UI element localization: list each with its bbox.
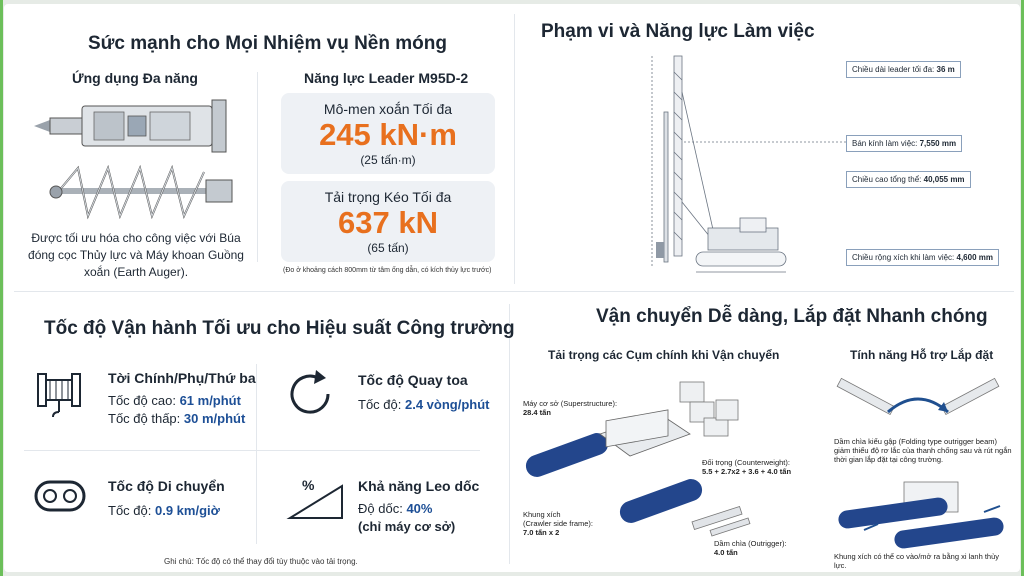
callout-crawler-width: Chiều rộng xích khi làm việc: 4,600 mm [846, 249, 999, 266]
pull-sub: (65 tấn) [367, 241, 409, 255]
winch-metric: Tời Chính/Phụ/Thứ ba Tốc độ cao: 61 m/phút Tốc độ thấp: 30 m/phút [108, 370, 256, 426]
divider [509, 304, 510, 564]
counterweight-label: Đối trọng (Counterweight): 5.5 + 2.7x2 + 3.6 + 4.0 tấn [702, 458, 792, 476]
divider [14, 291, 1014, 292]
infographic [4, 4, 1020, 572]
torque-label: Mô-men xoắn Tối đa [323, 101, 453, 117]
slope-icon [284, 466, 348, 526]
leader-heading: Năng lực Leader M95D-2 [304, 70, 469, 86]
outrigger-label: Dầm chìa (Outrigger): 4.0 tấn [714, 539, 787, 557]
torque-value: 245 kN·m [319, 117, 457, 152]
leader-footnote: (Đo ở khoảng cách 800mm từ tâm ống dẫn, có kích thủy lực trước) [283, 267, 492, 274]
winch-drum-icon [32, 366, 88, 422]
divider [514, 14, 515, 284]
divider [256, 364, 257, 544]
divider [24, 450, 480, 451]
callout-leader-length: Chiều dài leader tối đa: 36 m [846, 61, 961, 78]
pile-rig-diagram [644, 52, 854, 278]
applications-description: Được tối ưu hóa cho công việc với Búa đóng cọc Thủy lực và Máy khoan Guồng xoắn (Earth Auger). [28, 231, 244, 279]
retractable-crawler-illustration [834, 474, 1010, 552]
pull-card [281, 181, 495, 262]
assist-heading: Tính năng Hỗ trợ Lắp đặt [850, 348, 994, 362]
svg-text:%: % [302, 477, 315, 493]
torque-card [281, 93, 495, 174]
grade-metric: Khả năng Leo dốc Độ dốc: 40% (chỉ máy cơ sở) [358, 478, 480, 534]
pull-value: 637 kN [338, 205, 438, 240]
crawler-description: Khung xích có thể co vào/mở ra bằng xi lanh thủy lực. [834, 552, 1000, 570]
speed-note: Ghi chú: Tốc độ có thể thay đổi tùy thuộc vào tải trọng. [164, 557, 358, 566]
pull-label: Tải trọng Kéo Tối đa [324, 189, 452, 205]
rotate-icon [280, 364, 340, 424]
folding-outrigger-illustration [830, 366, 1006, 434]
applications-heading: Ứng dụng Đa năng [72, 70, 198, 86]
callout-working-radius: Bán kính làm việc: 7,550 mm [846, 135, 962, 152]
foundation-title: Sức mạnh cho Mọi Nhiệm vụ Nền móng [88, 33, 447, 54]
hydraulic-hammer-illustration [32, 98, 242, 154]
range-title: Phạm vi và Năng lực Làm việc [541, 21, 815, 42]
earth-auger-illustration [48, 162, 238, 222]
divider [257, 72, 258, 262]
speed-title: Tốc độ Vận hành Tối ưu cho Hiệu suất Công trường [44, 318, 515, 339]
transport-title: Vận chuyển Dễ dàng, Lắp đặt Nhanh chóng [596, 306, 988, 327]
left-accent-border [0, 0, 3, 576]
loads-heading: Tải trọng các Cụm chính khi Vận chuyển [548, 348, 780, 362]
crawler-frame-label: Khung xích (Crawler side frame): 7.0 tấn x 2 [523, 510, 594, 537]
callout-overall-height: Chiều cao tổng thể: 40,055 mm [846, 171, 971, 188]
outrigger-description: Dầm chìa kiểu gập (Folding type outrigger beam) giảm thiểu độ rơ lắc của thanh chống sau và rút ngắn thời gian lắp đặt tại công trường. [834, 437, 1012, 464]
torque-sub: (25 tấn·m) [360, 153, 416, 167]
superstructure-label: Máy cơ sở (Superstructure): 28.4 tấn [523, 399, 618, 417]
crawler-track-icon [30, 468, 90, 524]
swing-metric: Tốc độ Quay toa Tốc độ: 2.4 vòng/phút [358, 372, 490, 412]
travel-metric: Tốc độ Di chuyển Tốc độ: 0.9 km/giờ [108, 478, 225, 518]
